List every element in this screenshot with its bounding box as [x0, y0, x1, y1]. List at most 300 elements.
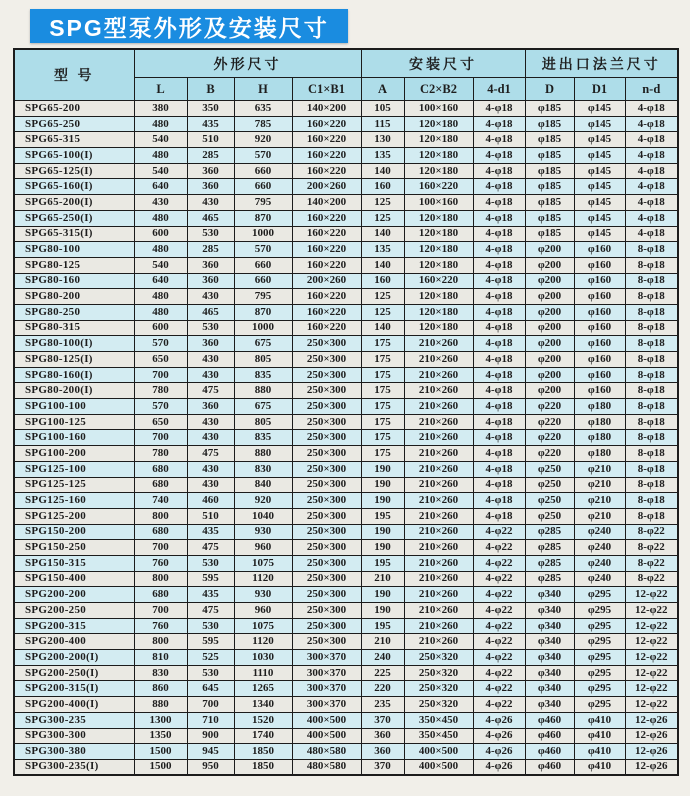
value-cell: 4-φ22 [473, 603, 525, 619]
table-row [14, 681, 678, 697]
value-cell: 190 [361, 461, 404, 477]
value-cell: 795 [234, 289, 292, 305]
value-cell: 105 [361, 101, 404, 117]
value-cell: 1350 [134, 728, 187, 744]
value-cell: φ295 [574, 665, 625, 681]
table-row [14, 399, 678, 415]
value-cell: 12-φ22 [625, 618, 678, 634]
value-cell: 570 [134, 336, 187, 352]
value-cell: 175 [361, 352, 404, 368]
value-cell: 195 [361, 555, 404, 571]
value-cell: 595 [187, 634, 234, 650]
value-cell: φ410 [574, 759, 625, 775]
value-cell: 1075 [234, 555, 292, 571]
value-cell: 4-φ18 [473, 399, 525, 415]
table-row [14, 163, 678, 179]
value-cell: 805 [234, 352, 292, 368]
value-cell: 920 [234, 132, 292, 148]
value-cell: 570 [234, 242, 292, 258]
value-cell: 430 [134, 195, 187, 211]
value-cell: φ145 [574, 132, 625, 148]
value-cell: φ145 [574, 179, 625, 195]
value-cell: 4-φ18 [473, 132, 525, 148]
value-cell: φ185 [525, 116, 574, 132]
model-cell: SPG200-400 [14, 634, 134, 650]
value-cell: 210×260 [404, 603, 473, 619]
table-row [14, 179, 678, 195]
value-cell: φ160 [574, 242, 625, 258]
value-cell: φ160 [574, 352, 625, 368]
value-cell: 250×320 [404, 681, 473, 697]
value-cell: 1300 [134, 712, 187, 728]
value-cell: 640 [134, 273, 187, 289]
value-cell: 465 [187, 304, 234, 320]
value-cell: φ160 [574, 383, 625, 399]
table-row [14, 446, 678, 462]
value-cell: 4-φ18 [473, 430, 525, 446]
value-cell: 210×260 [404, 618, 473, 634]
value-cell: 660 [234, 257, 292, 273]
value-cell: 4-φ26 [473, 712, 525, 728]
model-cell: SPG300-300 [14, 728, 134, 744]
header-group-row [14, 49, 678, 78]
model-cell: SPG200-200 [14, 587, 134, 603]
value-cell: φ200 [525, 367, 574, 383]
value-cell: 600 [134, 226, 187, 242]
model-cell: SPG125-200 [14, 508, 134, 524]
value-cell: 300×370 [292, 697, 361, 713]
value-cell: 680 [134, 477, 187, 493]
model-cell: SPG65-250 [14, 116, 134, 132]
value-cell: φ295 [574, 603, 625, 619]
value-cell: 12-φ22 [625, 634, 678, 650]
col-header-4-d1: 4-d1 [473, 78, 525, 101]
value-cell: 195 [361, 508, 404, 524]
value-cell: φ295 [574, 697, 625, 713]
value-cell: 1265 [234, 681, 292, 697]
model-cell: SPG100-125 [14, 414, 134, 430]
table-row [14, 210, 678, 226]
value-cell: φ200 [525, 273, 574, 289]
model-cell: SPG80-200 [14, 289, 134, 305]
value-cell: φ145 [574, 148, 625, 164]
value-cell: φ180 [574, 399, 625, 415]
value-cell: 160 [361, 179, 404, 195]
table-row [14, 132, 678, 148]
value-cell: 510 [187, 132, 234, 148]
table-row [14, 352, 678, 368]
value-cell: 120×180 [404, 148, 473, 164]
table-row [14, 477, 678, 493]
model-cell: SPG65-315 [14, 132, 134, 148]
value-cell: 680 [134, 524, 187, 540]
value-cell: 785 [234, 116, 292, 132]
value-cell: 880 [234, 446, 292, 462]
value-cell: 360 [187, 179, 234, 195]
value-cell: 930 [234, 524, 292, 540]
table-row [14, 744, 678, 760]
value-cell: 160×220 [404, 179, 473, 195]
value-cell: 650 [134, 352, 187, 368]
value-cell: 680 [134, 461, 187, 477]
value-cell: 370 [361, 759, 404, 775]
table-body [14, 101, 678, 776]
table-row [14, 555, 678, 571]
value-cell: 240 [361, 650, 404, 666]
table-row [14, 414, 678, 430]
value-cell: 120×180 [404, 163, 473, 179]
value-cell: 1740 [234, 728, 292, 744]
value-cell: φ200 [525, 289, 574, 305]
value-cell: 130 [361, 132, 404, 148]
value-cell: 435 [187, 116, 234, 132]
col-header-B: B [187, 78, 234, 101]
table-row [14, 242, 678, 258]
value-cell: 4-φ18 [625, 163, 678, 179]
value-cell: 120×180 [404, 242, 473, 258]
value-cell: φ410 [574, 744, 625, 760]
value-cell: φ210 [574, 461, 625, 477]
value-cell: 800 [134, 571, 187, 587]
table-row [14, 116, 678, 132]
value-cell: φ295 [574, 681, 625, 697]
value-cell: 300×370 [292, 650, 361, 666]
value-cell: 1120 [234, 634, 292, 650]
value-cell: 100×160 [404, 195, 473, 211]
model-cell: SPG100-100 [14, 399, 134, 415]
value-cell: 1000 [234, 320, 292, 336]
value-cell: 140×200 [292, 195, 361, 211]
value-cell: 700 [134, 367, 187, 383]
value-cell: 4-φ22 [473, 587, 525, 603]
value-cell: 4-φ18 [473, 461, 525, 477]
value-cell: 660 [234, 163, 292, 179]
model-cell: SPG80-160 [14, 273, 134, 289]
value-cell: 530 [187, 665, 234, 681]
value-cell: φ460 [525, 744, 574, 760]
model-cell: SPG300-235 [14, 712, 134, 728]
value-cell: 160×220 [292, 242, 361, 258]
value-cell: 210×260 [404, 430, 473, 446]
value-cell: 920 [234, 493, 292, 509]
value-cell: 435 [187, 524, 234, 540]
value-cell: φ185 [525, 163, 574, 179]
value-cell: 210×260 [404, 493, 473, 509]
value-cell: 480 [134, 289, 187, 305]
value-cell: φ340 [525, 587, 574, 603]
value-cell: 125 [361, 304, 404, 320]
table-row [14, 634, 678, 650]
value-cell: φ160 [574, 336, 625, 352]
value-cell: 175 [361, 446, 404, 462]
value-cell: 300×370 [292, 681, 361, 697]
table-row [14, 493, 678, 509]
value-cell: 430 [187, 367, 234, 383]
value-cell: 235 [361, 697, 404, 713]
value-cell: 680 [134, 587, 187, 603]
value-cell: φ340 [525, 650, 574, 666]
value-cell: 160×220 [292, 320, 361, 336]
value-cell: 250×320 [404, 665, 473, 681]
value-cell: 4-φ26 [473, 744, 525, 760]
value-cell: 160×220 [404, 273, 473, 289]
model-cell: SPG65-250(I) [14, 210, 134, 226]
model-cell: SPG200-315 [14, 618, 134, 634]
value-cell: 210×260 [404, 555, 473, 571]
value-cell: φ220 [525, 414, 574, 430]
value-cell: 530 [187, 226, 234, 242]
value-cell: φ185 [525, 210, 574, 226]
value-cell: 160×220 [292, 116, 361, 132]
value-cell: 465 [187, 210, 234, 226]
value-cell: 100×160 [404, 101, 473, 117]
model-cell: SPG200-200(I) [14, 650, 134, 666]
value-cell: 480×580 [292, 744, 361, 760]
value-cell: 12-φ26 [625, 744, 678, 760]
value-cell: 8-φ18 [625, 304, 678, 320]
value-cell: 8-φ18 [625, 461, 678, 477]
value-cell: 760 [134, 618, 187, 634]
value-cell: 175 [361, 430, 404, 446]
value-cell: φ285 [525, 540, 574, 556]
value-cell: φ180 [574, 446, 625, 462]
value-cell: 4-φ18 [473, 304, 525, 320]
value-cell: 8-φ18 [625, 367, 678, 383]
value-cell: 210×260 [404, 571, 473, 587]
value-cell: 8-φ18 [625, 399, 678, 415]
value-cell: 525 [187, 650, 234, 666]
value-cell: 645 [187, 681, 234, 697]
value-cell: 210×260 [404, 446, 473, 462]
value-cell: 830 [234, 461, 292, 477]
value-cell: 12-φ26 [625, 712, 678, 728]
value-cell: 430 [187, 477, 234, 493]
col-header-model: 型 号 [14, 49, 134, 101]
value-cell: 4-φ18 [473, 508, 525, 524]
model-cell: SPG65-200 [14, 101, 134, 117]
table-row [14, 603, 678, 619]
value-cell: 300×370 [292, 665, 361, 681]
col-header-H: H [234, 78, 292, 101]
value-cell: 210×260 [404, 540, 473, 556]
value-cell: 600 [134, 320, 187, 336]
model-cell: SPG80-200(I) [14, 383, 134, 399]
value-cell: 4-φ26 [473, 728, 525, 744]
value-cell: 4-φ18 [473, 242, 525, 258]
value-cell: 250×300 [292, 603, 361, 619]
value-cell: 8-φ22 [625, 524, 678, 540]
value-cell: 570 [134, 399, 187, 415]
value-cell: 175 [361, 367, 404, 383]
value-cell: 880 [134, 697, 187, 713]
value-cell: 190 [361, 540, 404, 556]
value-cell: 480 [134, 210, 187, 226]
value-cell: 12-φ22 [625, 665, 678, 681]
col-group-installation-dimensions: 安装尺寸 [361, 49, 525, 78]
value-cell: 4-φ18 [473, 414, 525, 430]
value-cell: 4-φ18 [473, 320, 525, 336]
table-row [14, 304, 678, 320]
value-cell: 210×260 [404, 414, 473, 430]
value-cell: 4-φ22 [473, 618, 525, 634]
value-cell: 210 [361, 634, 404, 650]
table-row [14, 728, 678, 744]
value-cell: 12-φ22 [625, 697, 678, 713]
value-cell: φ210 [574, 508, 625, 524]
value-cell: 430 [187, 430, 234, 446]
table-row [14, 195, 678, 211]
value-cell: φ210 [574, 477, 625, 493]
value-cell: 4-φ18 [473, 477, 525, 493]
value-cell: φ145 [574, 101, 625, 117]
value-cell: 945 [187, 744, 234, 760]
value-cell: φ410 [574, 728, 625, 744]
value-cell: 475 [187, 446, 234, 462]
value-cell: 115 [361, 116, 404, 132]
value-cell: 250×300 [292, 383, 361, 399]
value-cell: 4-φ18 [473, 210, 525, 226]
model-cell: SPG65-200(I) [14, 195, 134, 211]
value-cell: 4-φ18 [473, 289, 525, 305]
value-cell: 1040 [234, 508, 292, 524]
value-cell: 285 [187, 242, 234, 258]
value-cell: φ145 [574, 116, 625, 132]
value-cell: 190 [361, 477, 404, 493]
model-cell: SPG150-400 [14, 571, 134, 587]
value-cell: 780 [134, 383, 187, 399]
value-cell: 480 [134, 148, 187, 164]
value-cell: 360 [187, 399, 234, 415]
value-cell: 360 [187, 273, 234, 289]
value-cell: 210×260 [404, 336, 473, 352]
col-header-C1xB1: C1×B1 [292, 78, 361, 101]
model-cell: SPG200-400(I) [14, 697, 134, 713]
table-row [14, 336, 678, 352]
value-cell: 4-φ18 [473, 367, 525, 383]
value-cell: 540 [134, 163, 187, 179]
value-cell: 870 [234, 304, 292, 320]
value-cell: 675 [234, 336, 292, 352]
value-cell: 700 [187, 697, 234, 713]
value-cell: 250×300 [292, 634, 361, 650]
value-cell: 740 [134, 493, 187, 509]
value-cell: φ250 [525, 461, 574, 477]
value-cell: φ160 [574, 304, 625, 320]
value-cell: 210 [361, 571, 404, 587]
spec-table [13, 48, 679, 776]
table-row [14, 101, 678, 117]
col-header-C2xB2: C2×B2 [404, 78, 473, 101]
model-cell: SPG80-125 [14, 257, 134, 273]
value-cell: 12-φ22 [625, 681, 678, 697]
col-header-A: A [361, 78, 404, 101]
value-cell: 660 [234, 273, 292, 289]
value-cell: 800 [134, 508, 187, 524]
table-row [14, 697, 678, 713]
table-row [14, 524, 678, 540]
value-cell: 125 [361, 289, 404, 305]
model-cell: SPG65-315(I) [14, 226, 134, 242]
value-cell: 4-φ18 [473, 493, 525, 509]
value-cell: 250×300 [292, 524, 361, 540]
value-cell: 210×260 [404, 352, 473, 368]
value-cell: 250×300 [292, 446, 361, 462]
value-cell: 120×180 [404, 320, 473, 336]
value-cell: 1520 [234, 712, 292, 728]
value-cell: 210×260 [404, 399, 473, 415]
value-cell: 210×260 [404, 383, 473, 399]
value-cell: 1340 [234, 697, 292, 713]
value-cell: φ200 [525, 304, 574, 320]
value-cell: 8-φ18 [625, 320, 678, 336]
value-cell: 160×220 [292, 163, 361, 179]
table-row [14, 226, 678, 242]
value-cell: φ340 [525, 681, 574, 697]
value-cell: φ240 [574, 524, 625, 540]
value-cell: φ145 [574, 163, 625, 179]
value-cell: 4-φ18 [473, 336, 525, 352]
table-row [14, 320, 678, 336]
value-cell: 250×300 [292, 477, 361, 493]
value-cell: 160×220 [292, 148, 361, 164]
value-cell: φ185 [525, 132, 574, 148]
value-cell: 1850 [234, 759, 292, 775]
value-cell: 460 [187, 493, 234, 509]
value-cell: 430 [187, 352, 234, 368]
value-cell: 4-φ22 [473, 555, 525, 571]
value-cell: φ145 [574, 226, 625, 242]
value-cell: 160 [361, 273, 404, 289]
value-cell: φ250 [525, 477, 574, 493]
value-cell: 795 [234, 195, 292, 211]
value-cell: 480 [134, 116, 187, 132]
table-row [14, 650, 678, 666]
value-cell: 700 [134, 430, 187, 446]
value-cell: 900 [187, 728, 234, 744]
value-cell: 250×320 [404, 650, 473, 666]
col-header-n-d: n-d [625, 78, 678, 101]
value-cell: 4-φ22 [473, 665, 525, 681]
value-cell: 1110 [234, 665, 292, 681]
value-cell: 430 [187, 289, 234, 305]
value-cell: φ185 [525, 148, 574, 164]
value-cell: 480×580 [292, 759, 361, 775]
value-cell: 250×300 [292, 352, 361, 368]
value-cell: 4-φ22 [473, 681, 525, 697]
value-cell: 140 [361, 320, 404, 336]
value-cell: 160×220 [292, 304, 361, 320]
value-cell: 360 [361, 728, 404, 744]
value-cell: 160×220 [292, 226, 361, 242]
value-cell: 400×500 [292, 728, 361, 744]
value-cell: φ200 [525, 352, 574, 368]
table-row [14, 759, 678, 775]
value-cell: 840 [234, 477, 292, 493]
value-cell: 12-φ26 [625, 759, 678, 775]
model-cell: SPG200-250 [14, 603, 134, 619]
table-row [14, 540, 678, 556]
value-cell: 8-φ18 [625, 257, 678, 273]
value-cell: 4-φ18 [625, 179, 678, 195]
value-cell: 835 [234, 367, 292, 383]
value-cell: 250×300 [292, 508, 361, 524]
value-cell: φ340 [525, 697, 574, 713]
value-cell: 810 [134, 650, 187, 666]
model-cell: SPG300-380 [14, 744, 134, 760]
value-cell: 12-φ22 [625, 603, 678, 619]
value-cell: 360 [187, 257, 234, 273]
value-cell: 475 [187, 383, 234, 399]
